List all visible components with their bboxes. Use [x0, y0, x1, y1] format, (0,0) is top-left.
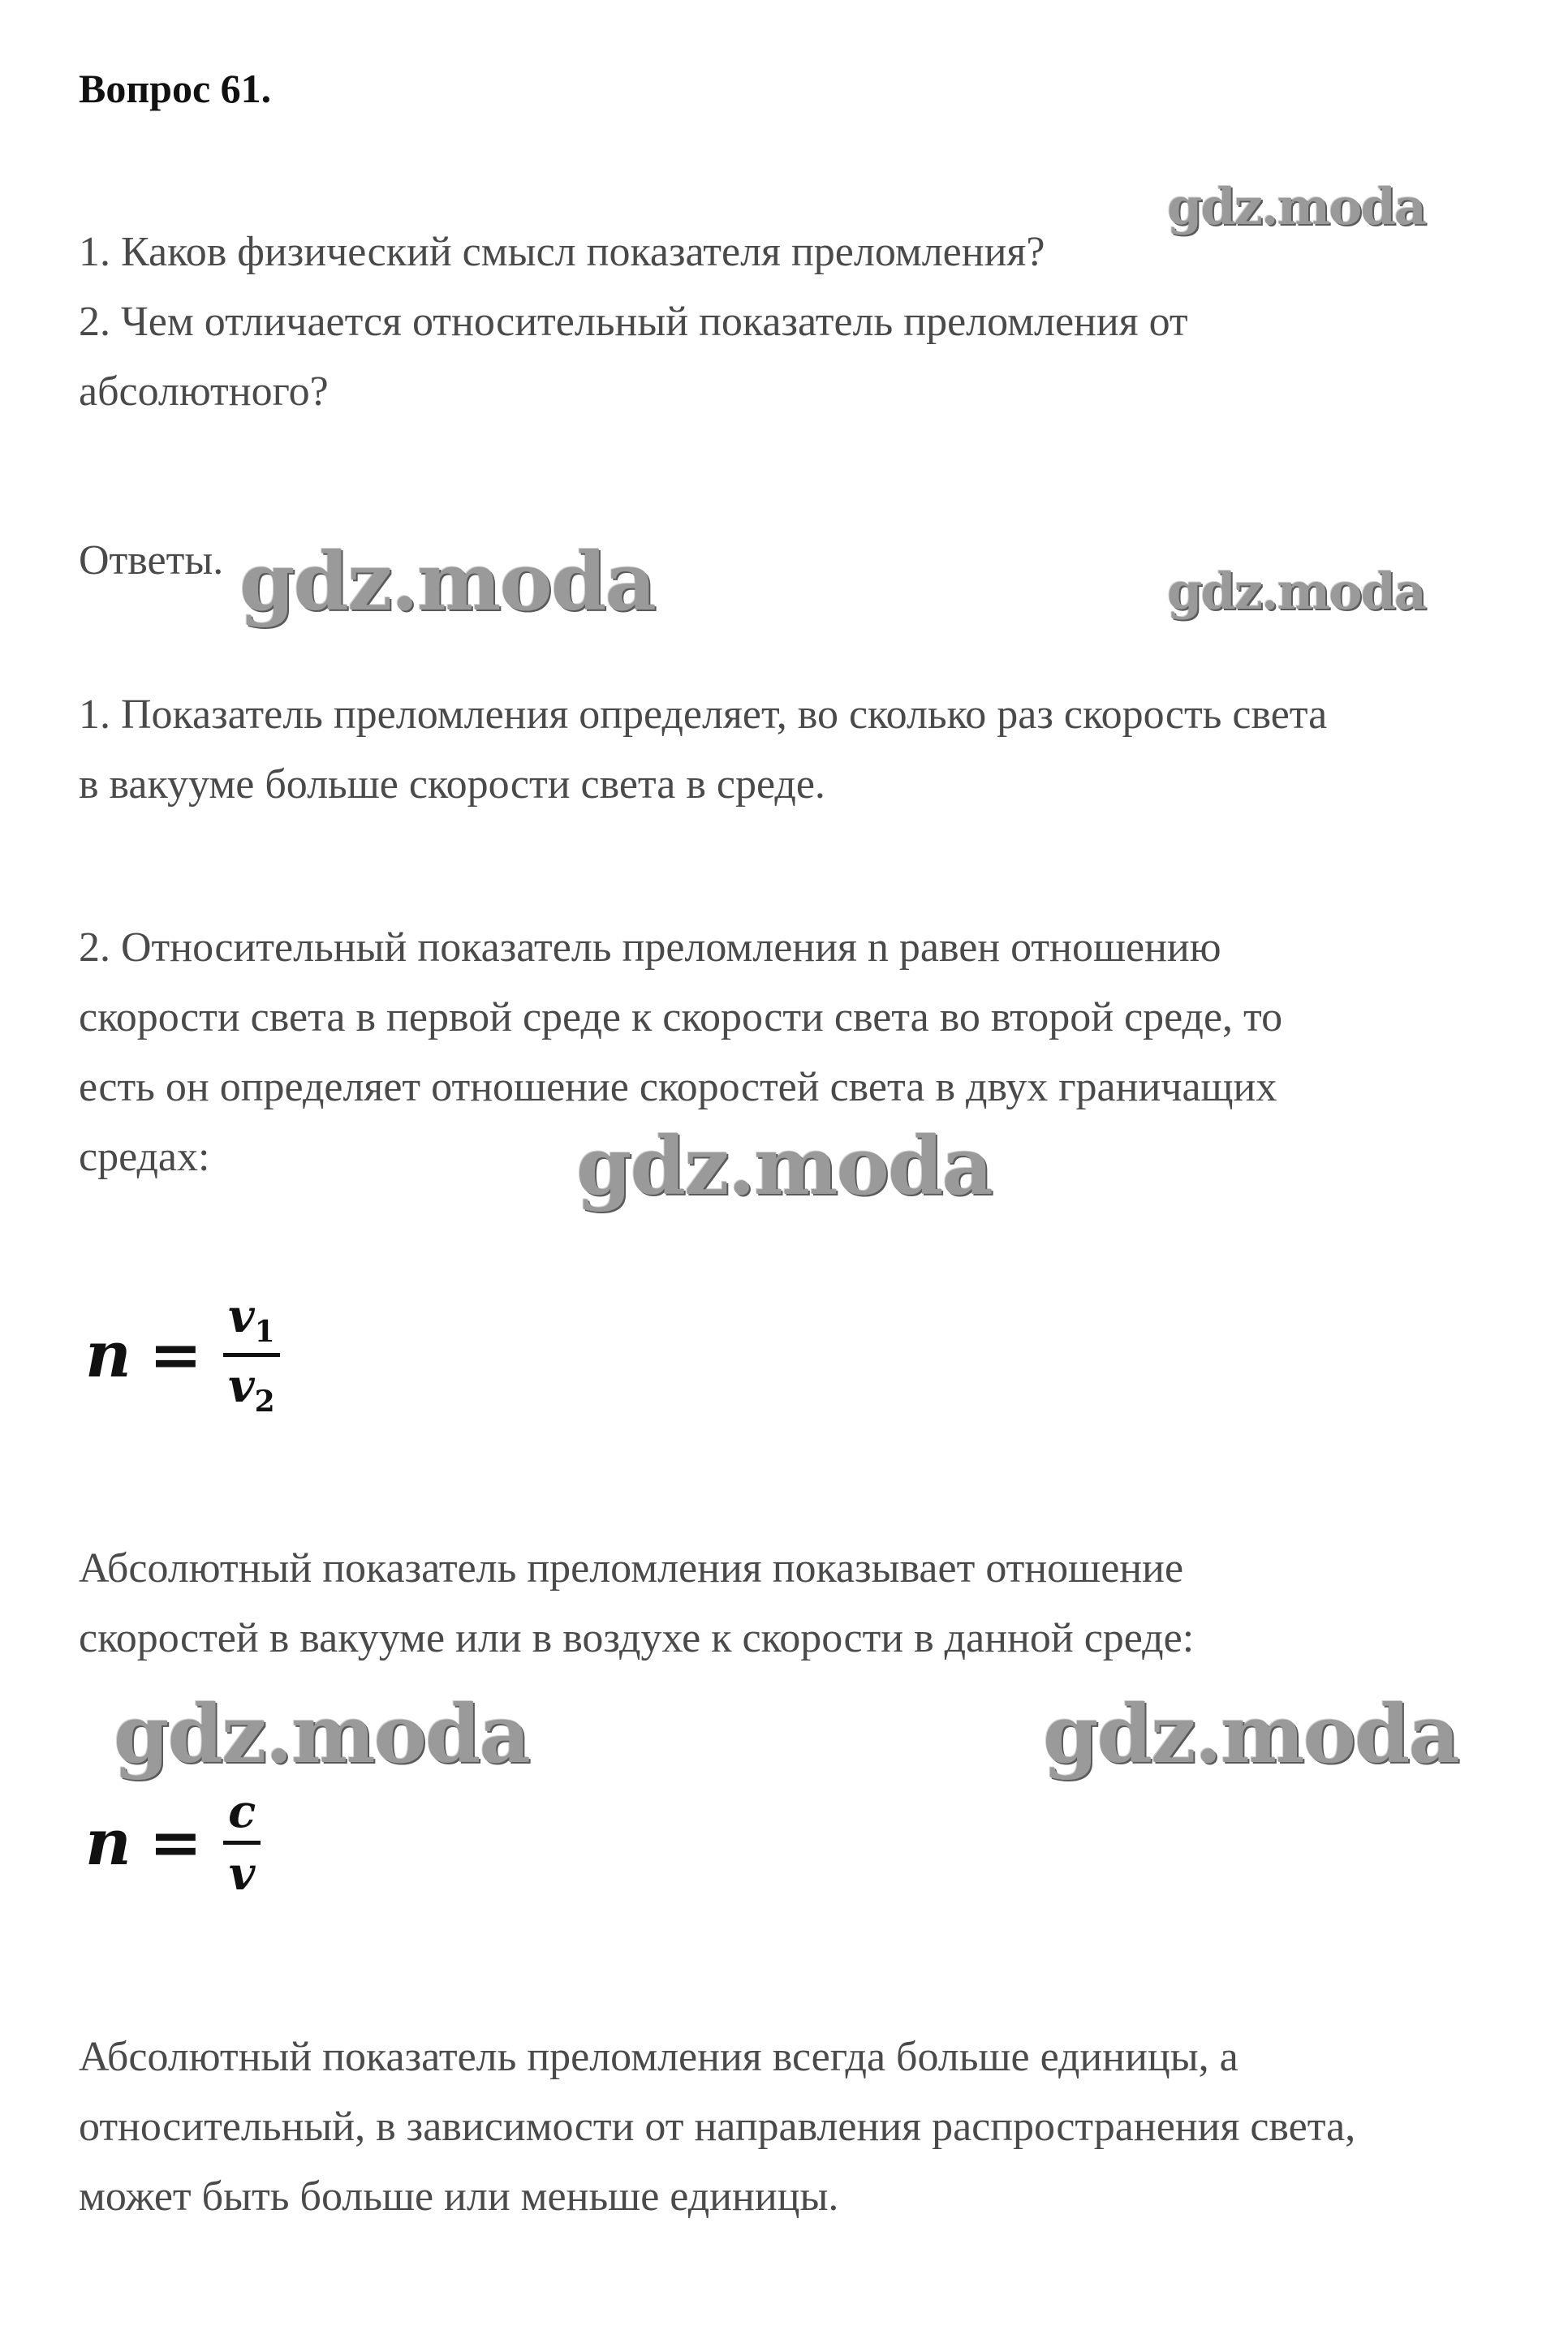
question-heading: Вопрос 61. — [79, 66, 272, 111]
fraction-numerator: c — [228, 1785, 256, 1838]
formula-fraction — [223, 1290, 280, 1419]
fraction-bar — [223, 1353, 280, 1357]
formula-lhs: n — [85, 1806, 131, 1880]
text-line: средах: — [79, 1134, 210, 1180]
text-line: скорости света в первой среде к скорости света во второй среде, то — [79, 994, 1283, 1040]
text-line: скоростей в вакууме или в воздухе к скорости в данной среде: — [79, 1615, 1195, 1661]
watermark-logo: gdz.moda — [114, 1688, 529, 1781]
answers-label: Ответы. — [79, 537, 224, 584]
formula-equals: = — [149, 1806, 203, 1880]
formula-equals: = — [149, 1318, 203, 1392]
text-line: может быть больше или меньше единицы. — [79, 2173, 839, 2220]
fraction-denominator: v — [228, 1847, 256, 1901]
text-line: Абсолютный показатель преломления показывает отношение — [79, 1545, 1184, 1592]
fraction-bar — [223, 1841, 261, 1845]
formula-lhs: n — [85, 1318, 131, 1392]
text-line: 1. Показатель преломления определяет, во сколько раз скорость света — [79, 691, 1328, 738]
text-line: есть он определяет отношение скоростей света в двух граничащих — [79, 1064, 1277, 1110]
question-line: абсолютного? — [79, 368, 329, 415]
conclusion-text — [79, 2022, 1523, 2232]
text-line: относительный, в зависимости от направления распространения света, — [79, 2104, 1356, 2150]
watermark-logo: gdz.moda — [1167, 177, 1425, 236]
formula-fraction — [223, 1785, 261, 1900]
question-line: 2. Чем отличается относительный показатель преломления от — [79, 299, 1188, 345]
watermark-logo: gdz.moda — [1167, 562, 1425, 621]
absolute-index-text — [79, 1534, 1523, 1673]
answer-1-text — [79, 680, 1523, 820]
watermark-logo: gdz.moda — [239, 536, 655, 629]
text-line: 2. Относительный показатель преломления n равен отношению — [79, 924, 1221, 971]
absolute-index-formula — [85, 1785, 261, 1900]
watermark-logo: gdz.moda — [1043, 1688, 1458, 1781]
text-line: Абсолютный показатель преломления всегда больше единицы, а — [79, 2034, 1238, 2080]
questions-block — [79, 218, 1523, 427]
fraction-denominator: $v_2$ — [228, 1359, 275, 1419]
relative-index-formula — [85, 1290, 280, 1419]
fraction-numerator: $v_1$ — [228, 1290, 275, 1349]
question-line: 1. Каков физический смысл показателя преломления? — [79, 229, 1045, 275]
watermark-logo: gdz.moda — [576, 1120, 992, 1213]
text-line: в вакууме больше скорости света в среде. — [79, 761, 825, 808]
answer-2-text — [79, 913, 1523, 1192]
